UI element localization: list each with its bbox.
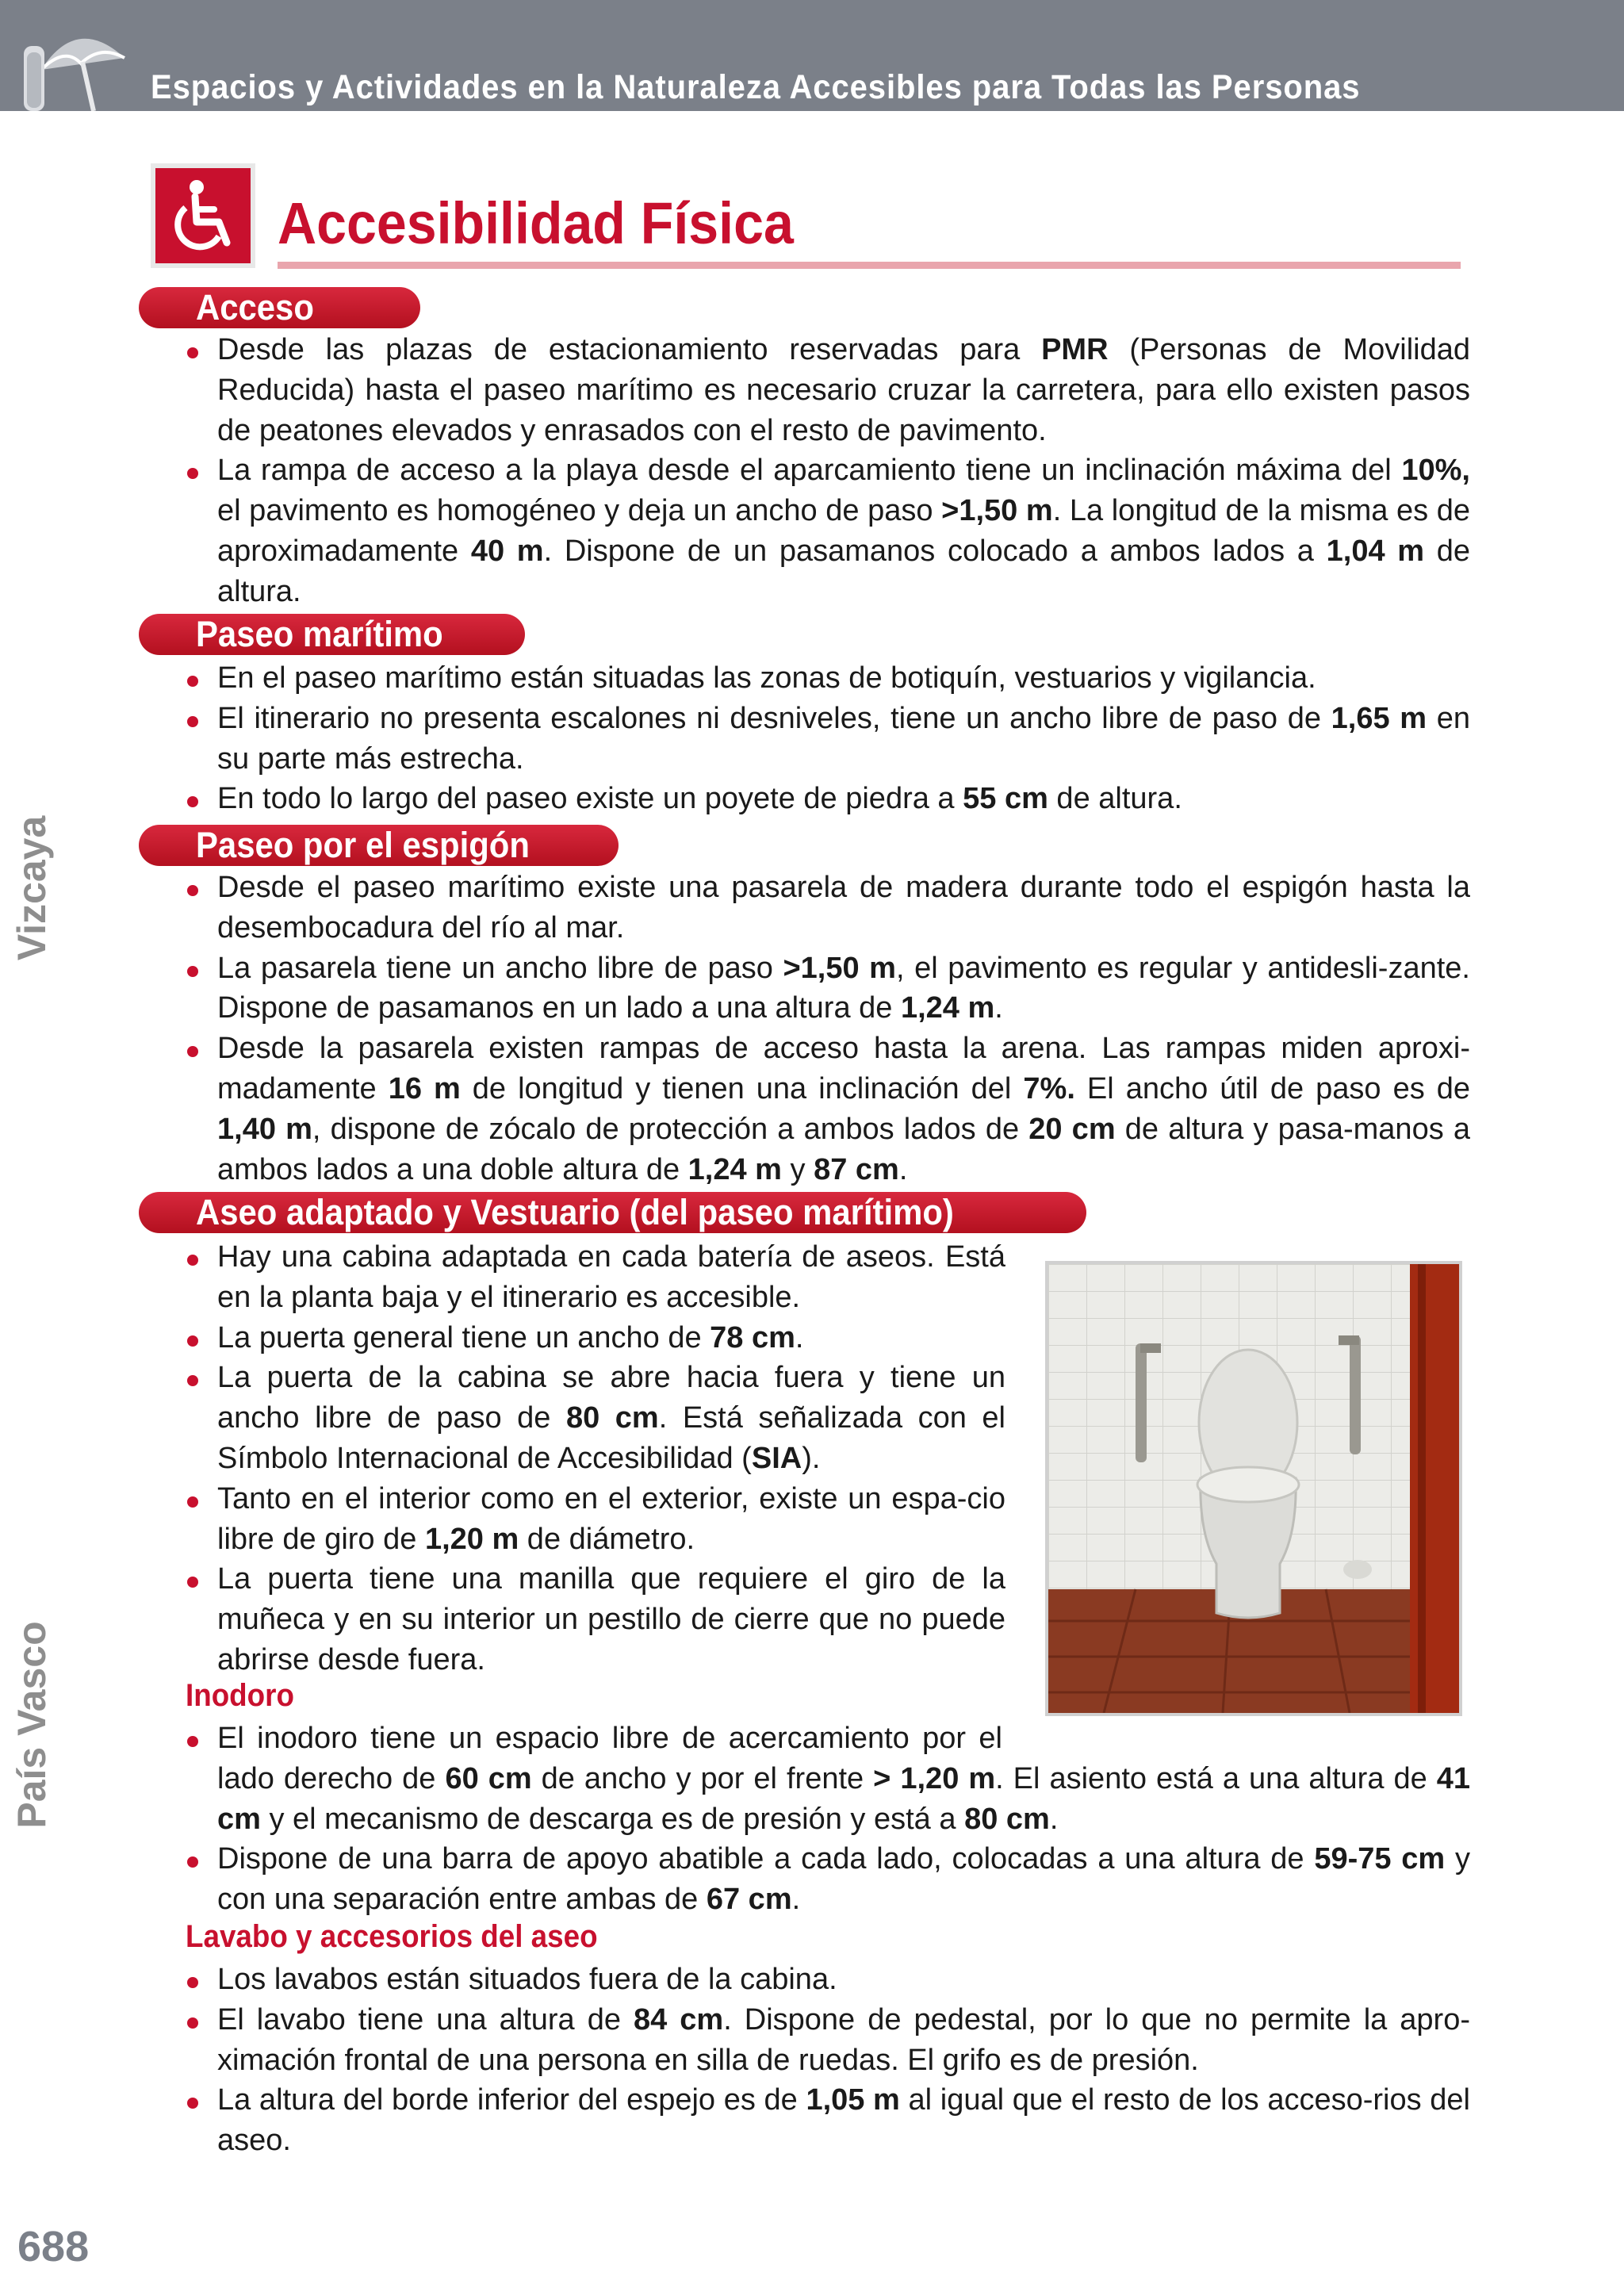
highlight-value: 40 m [470,534,544,568]
highlight-value: 59-75 cm [1314,1842,1446,1876]
title-underline [278,262,1461,269]
list-item [184,330,1470,450]
text-segment: Desde el paseo marítimo existe una pasarela de madera durante todo el espigón hasta la desembocadura del río al mar. [217,871,1470,945]
page-number: 688 [17,2223,90,2270]
text-segment: La puerta general tiene un ancho de [217,1320,710,1354]
text-segment: . [795,1320,804,1354]
text-segment: de altura. [1048,782,1182,816]
text-segment: . La longitud de la misma es de aproximadamente [217,494,1470,568]
highlight-value: 1,40 m [217,1112,312,1146]
list-item [184,1358,1005,1478]
highlight-value: 84 cm [633,2002,724,2037]
beach-umbrella-logo-icon [17,14,136,111]
highlight-value: >1,50 m [783,951,896,985]
highlight-value: 7%. [1023,1071,1075,1105]
list-item [184,1479,1005,1560]
accessible-toilet-photo [1045,1261,1462,1716]
text-segment: En todo lo largo del paseo existe un poyete de piedra a [217,782,963,816]
photo-float-spacer [1002,1718,1470,1750]
aseo-list [184,1237,1005,1680]
subheading-lavabo: Lavabo y accesorios del aseo [186,1919,598,1954]
highlight-value: SIA [751,1441,802,1475]
highlight-value: 87 cm [814,1152,899,1186]
text-segment: El lavabo tiene una altura de [217,2002,634,2037]
section-label: Paseo marítimo [196,614,443,654]
text-segment: de ancho y por el frente [531,1761,874,1795]
text-segment: En el paseo marítimo están situadas las zonas de botiquín, vestuarios y vigilancia. [217,661,1316,695]
text-segment: El itinerario no presenta escalones ni desniveles, tiene un ancho libre de paso de [217,701,1331,735]
text-segment: La altura del borde inferior del espejo es de [217,2083,806,2117]
inodoro-list [184,1718,1470,1920]
acceso-list [184,330,1470,612]
text-segment: . [898,1152,908,1186]
highlight-value: 67 cm [706,1883,792,1917]
highlight-value: 1,24 m [900,991,995,1025]
page-title: Accesibilidad Física [278,190,794,256]
text-segment: en su parte más estrecha. [217,701,1471,776]
highlight-value: 80 cm [565,1401,659,1435]
text-segment: . [791,1883,801,1917]
side-tab-country: País Vasco [10,1621,54,1829]
text-segment: La pasarela tiene un ancho libre de paso [217,951,783,985]
text-segment: y con una separación entre ambas de [217,1842,1471,1917]
section-label: Aseo adaptado y Vestuario (del paseo marítimo) [196,1192,954,1232]
highlight-value: 10%, [1401,454,1470,488]
text-segment: y el mecanismo de descarga es de presión y está a [260,1802,965,1836]
list-item [184,1318,1005,1358]
text-segment: La puerta tiene una manilla que requiere el giro de la muñeca y en su interior un pestillo de cierre que no puede abrirse desde fuera. [217,1562,1005,1676]
list-item [184,1237,1005,1318]
text-segment: (Personas de Movilidad Reducida) hasta el paseo marítimo es necesario cruzar la carretera, para ello existen pasos de peatones elevados y enrasados con el resto de pavimento. [217,333,1470,447]
header-title: Espacios y Actividades en la Naturaleza Accesibles para Todas las Personas [151,68,1361,106]
highlight-value: 55 cm [963,782,1048,816]
text-segment: Dispone de una barra de apoyo abatible a cada lado, colocadas a una altura de [217,1842,1315,1876]
list-item [184,699,1470,780]
text-segment: . Está señalizada con el Símbolo Internacional de Accesibilidad ( [217,1401,1006,1475]
list-item [184,1029,1470,1190]
highlight-value: 1,24 m [688,1152,782,1186]
text-segment: de altura. [217,534,1471,608]
header-bar [0,0,1624,111]
side-tab-region: Vizcaya [10,815,54,961]
espigon-list [184,868,1470,1190]
list-item [184,658,1470,699]
text-segment: El ancho útil de paso es de [1074,1071,1470,1105]
section-label: Acceso [196,287,314,328]
list-item [184,1559,1005,1680]
highlight-value: 20 cm [1028,1112,1116,1146]
highlight-value: PMR [1041,333,1109,366]
text-segment: de diámetro. [519,1522,695,1556]
list-item [184,2000,1470,2081]
highlight-value: 1,05 m [806,2083,900,2117]
text-segment: al igual que el resto de los acceso-rios del aseo. [217,2083,1470,2158]
highlight-value: 1,20 m [424,1522,519,1556]
section-header-espigon [139,825,619,866]
section-label: Paseo por el espigón [196,825,530,865]
highlight-value: 41 cm [217,1761,1471,1836]
list-item [184,948,1470,1029]
section-header-aseo [139,1192,1086,1233]
text-segment: Hay una cabina adaptada en cada batería de aseos. Está en la planta baja y el itinerario es accesible. [217,1240,1005,1314]
highlight-value: 80 cm [964,1802,1050,1836]
section-header-paseo [139,614,525,655]
list-item [184,1839,1470,1920]
highlight-value: >1,50 m [941,494,1053,528]
text-segment: , el pavimento es regular y antidesli-zante. Dispone de pasamanos en un lado a una altura de [217,951,1470,1025]
wheelchair-icon [151,163,255,268]
highlight-value: 60 cm [445,1761,532,1795]
text-segment: Desde la pasarela existen rampas de acceso hasta la arena. Las rampas miden aproxi-madamente [217,1032,1470,1105]
text-segment: . Dispone de un pasamanos colocado a ambos lados a [543,534,1327,568]
section-header-acceso [139,287,420,328]
toilet-illustration [1048,1264,1459,1713]
text-segment: el pavimento es homogéneo y deja un ancho de paso [217,494,942,528]
text-segment: . El asiento está a una altura de [995,1761,1437,1795]
lavabo-list [184,1960,1470,2161]
text-segment: Los lavabos están situados fuera de la cabina. [217,1963,837,1996]
text-segment: Tanto en el interior como en el exterior, existe un espa-cio libre de giro de [217,1481,1005,1556]
highlight-value: 78 cm [710,1320,795,1354]
highlight-value: 1,65 m [1331,701,1427,735]
list-item [184,1960,1470,2000]
list-item [184,2080,1470,2161]
text-segment: ). [802,1441,821,1475]
list-item [184,779,1470,819]
text-segment: y [781,1152,814,1186]
text-segment: La rampa de acceso a la playa desde el aparcamiento tiene un inclinación máxima del [217,454,1402,488]
text-segment: . [1049,1802,1059,1836]
subheading-inodoro: Inodoro [186,1678,294,1713]
highlight-value: 1,04 m [1326,534,1425,568]
text-segment: . Dispone de pedestal, por lo que no permite la apro-ximación frontal de una persona en silla de ruedas. El grifo es de presión. [217,2002,1470,2077]
text-segment: de longitud y tienen una inclinación del [460,1071,1024,1105]
highlight-value: 16 m [388,1071,461,1105]
text-segment: La puerta de la cabina se abre hacia fuera y tiene un ancho libre de paso de [217,1361,1005,1435]
text-segment: de altura y pasa-manos a ambos lados a una doble altura de [217,1112,1471,1186]
list-item [184,868,1470,948]
list-item [184,450,1470,611]
paseo-list [184,658,1470,819]
highlight-value: > 1,20 m [873,1761,996,1795]
text-segment: Desde las plazas de estacionamiento reservadas para [217,333,1042,366]
text-segment: . [994,991,1003,1025]
list-item [184,1718,1470,1839]
text-segment: El inodoro tiene un espacio libre de acercamiento por el lado derecho de [217,1722,1002,1795]
text-segment: , dispone de zócalo de protección a ambos lados de [312,1112,1029,1146]
